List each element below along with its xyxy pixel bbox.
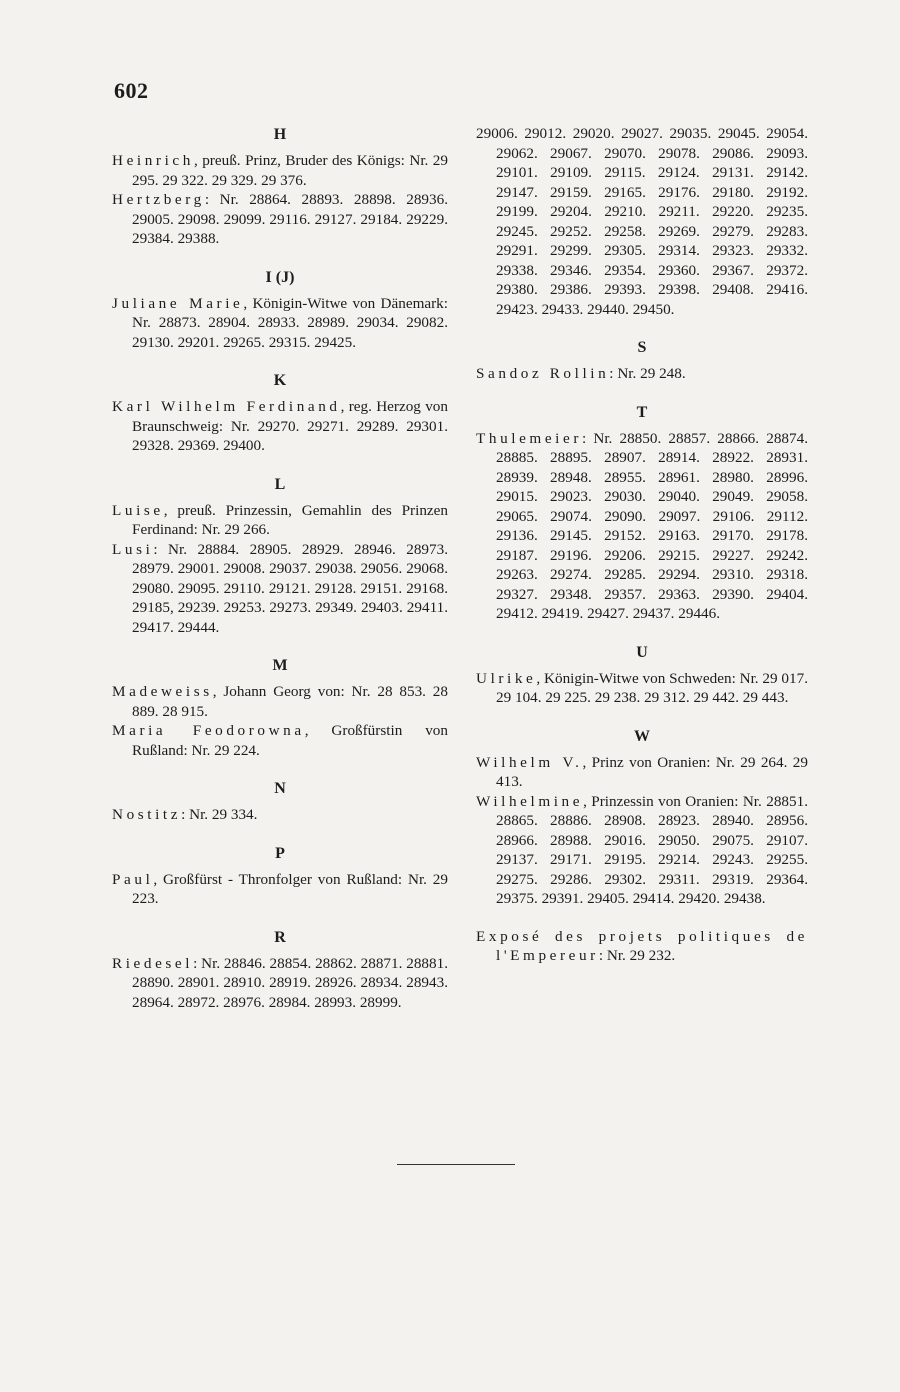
entry-name: Ulrike bbox=[476, 669, 537, 687]
entry-references: , Prinzessin von Oranien: Nr. 28851. 28865. 28886. 28908. 28923. 28940. 28956. 28966. 28988. 29016. 29050. 29075. 29107. 29137. 29171. 29195. 29214. 29243. 29255. 29275. 29286. 29302. 29311. 29319. 29364. 29375. 29391. 29405. 29414. 29420. 29438. bbox=[496, 792, 808, 907]
section-gap bbox=[112, 909, 448, 927]
index-entry bbox=[112, 805, 448, 825]
section-letter-heading: U bbox=[636, 643, 648, 661]
section-gap bbox=[112, 760, 448, 778]
index-entry bbox=[112, 870, 448, 909]
right-index-column bbox=[476, 124, 808, 966]
closing-rule bbox=[397, 1164, 515, 1165]
left-index-column bbox=[112, 124, 448, 1012]
section-letter-heading: P bbox=[275, 844, 285, 862]
index-entry bbox=[112, 294, 448, 353]
section-letter-heading: S bbox=[637, 339, 647, 356]
entry-references: , reg. Herzog von Braunschweig: Nr. 29270. 29271. 29289. 29301. 29328. 29369. 29400. bbox=[132, 398, 448, 454]
entry-references: , preuß. Prinzessin, Gemahlin des Prinzen Ferdinand: Nr. 29 266. bbox=[132, 501, 448, 538]
index-section bbox=[112, 843, 448, 909]
entry-name: Nostitz bbox=[112, 806, 182, 823]
entry-name: Wilhelmine bbox=[476, 792, 584, 810]
entry-name: Paul bbox=[112, 870, 154, 888]
section-letter-heading: R bbox=[274, 928, 286, 946]
index-entry bbox=[476, 927, 808, 966]
entry-references: , Großfürst - Thronfolger von Rußland: Nr. 29 223. bbox=[132, 870, 448, 907]
entry-references: : Nr. 29 232. bbox=[598, 947, 676, 964]
section-letter-heading: W bbox=[634, 727, 650, 745]
section-letter-heading: L bbox=[274, 475, 286, 493]
entry-name: Madeweiss bbox=[112, 683, 213, 700]
entry-references: , Königin-Witwe von Dänemark: Nr. 28873. 28904. 28933. 28989. 29034. 29082. 29130. 29201. 29265. 29315. 29425. bbox=[132, 294, 448, 351]
index-section bbox=[112, 655, 448, 760]
index-section bbox=[112, 124, 448, 249]
entry-name: Heinrich bbox=[112, 152, 194, 169]
page-number: 602 bbox=[114, 78, 149, 103]
index-section bbox=[476, 402, 808, 624]
index-entry bbox=[476, 669, 808, 708]
index-section bbox=[112, 474, 448, 638]
entry-name: Luise bbox=[112, 501, 164, 519]
index-entry bbox=[112, 397, 448, 456]
entry-name: Karl Wilhelm Ferdinand bbox=[112, 398, 341, 415]
entry-references: : Nr. 28864. 28893. 28898. 28936. 29005. 29098. 29099. 29116. 29127. 29184. 29229. 29384. 29388. bbox=[132, 191, 448, 247]
index-section bbox=[476, 124, 808, 319]
index-entry bbox=[112, 190, 448, 249]
entry-name: Hertzberg bbox=[112, 191, 205, 208]
section-letter-heading: T bbox=[636, 403, 648, 421]
entry-references: : Nr. 28884. 28905. 28929. 28946. 28973. 28979. 29001. 29008. 29037. 29038. 29056. 29068. 29080. 29095. 29110. 29121. 29128. 29151. 29168. 29185, 29239. 29253. 29273. 29349. 29403. 29411. 29417. 29444. bbox=[132, 540, 448, 636]
section-gap bbox=[476, 909, 808, 927]
entry-name: Thulemeier bbox=[476, 429, 582, 447]
index-section bbox=[476, 337, 808, 384]
index-section bbox=[476, 927, 808, 966]
entry-references: : Nr. 29 334. bbox=[181, 806, 258, 823]
entry-references: , preuß. Prinz, Bruder des Königs: Nr. 29 295. 29 322. 29 329. 29 376. bbox=[132, 152, 448, 189]
index-entry bbox=[112, 540, 448, 638]
index-entry bbox=[476, 792, 808, 909]
index-section bbox=[112, 927, 448, 1013]
entry-name: Juliane Marie bbox=[112, 294, 244, 312]
section-gap bbox=[476, 708, 808, 726]
section-letter-heading: K bbox=[273, 372, 287, 389]
entry-references: , Johann Georg von: Nr. 28 853. 28 889. 28 915. bbox=[132, 683, 448, 720]
section-gap bbox=[476, 384, 808, 402]
section-gap bbox=[476, 319, 808, 337]
index-entry bbox=[476, 364, 808, 384]
entry-name: Lusi bbox=[112, 540, 154, 558]
section-letter-heading: I (J) bbox=[265, 268, 295, 286]
entry-references: : Nr. 28846. 28854. 28862. 28871. 28881. 28890. 28901. 28910. 28919. 28926. 28934. 28943. 28964. 28972. 28976. 28984. 28993. 28999. bbox=[132, 954, 448, 1011]
entry-references: , Prinz von Oranien: Nr. 29 264. 29 413. bbox=[496, 753, 808, 790]
entry-references: : Nr. 29 248. bbox=[609, 365, 686, 382]
section-gap bbox=[112, 352, 448, 370]
entry-references: , Großfürstin von Rußland: Nr. 29 224. bbox=[132, 722, 448, 759]
entry-name: Sandoz Rollin bbox=[476, 365, 610, 382]
index-entry bbox=[112, 151, 448, 190]
section-gap bbox=[112, 825, 448, 843]
index-section bbox=[112, 778, 448, 825]
index-entry bbox=[112, 721, 448, 760]
entry-name: Exposé des projets politiques de l'Empereur bbox=[476, 927, 808, 964]
entry-name: Wilhelm V. bbox=[476, 753, 583, 771]
index-entry bbox=[112, 954, 448, 1013]
entry-references: : Nr. 28850. 28857. 28866. 28874. 28885. 28895. 28907. 28914. 28922. 28931. 28939. 28948. 28955. 28961. 28980. 28996. 29015. 29023. 29030. 29040. 29049. 29058. 29065. 29074. 29090. 29097. 29106. 29112. 29136. 29145. 29152. 29163. 29170. 29178. 29187. 29196. 29206. 29215. 29227. 29242. 29263. 29274. 29285. 29294. 29310. 29318. 29327. 29348. 29357. 29363. 29390. 29404. 29412. 29419. 29427. 29437. 29446. bbox=[496, 429, 808, 622]
section-gap bbox=[112, 637, 448, 655]
entry-references: 29006. 29012. 29020. 29027. 29035. 29045. 29054. 29062. 29067. 29070. 29078. 29086. 29093. 29101. 29109. 29115. 29124. 29131. 29142. 29147. 29159. 29165. 29176. 29180. 29192. 29199. 29204. 29210. 29211. 29220. 29235. 29245. 29252. 29258. 29269. 29279. 29283. 29291. 29299. 29305. 29314. 29323. 29332. 29338. 29346. 29354. 29360. 29367. 29372. 29380. 29386. 29393. 29398. 29408. 29416. 29423. 29433. 29440. 29450. bbox=[476, 125, 808, 318]
section-letter-heading: H bbox=[273, 126, 287, 143]
section-letter-heading: N bbox=[274, 780, 286, 797]
entry-name: Maria Feodorowna bbox=[112, 722, 305, 739]
index-section bbox=[476, 642, 808, 708]
index-section bbox=[476, 726, 808, 909]
section-letter-heading: M bbox=[272, 657, 288, 674]
index-entry bbox=[476, 429, 808, 624]
index-section bbox=[112, 370, 448, 456]
index-entry bbox=[112, 682, 448, 721]
index-entry bbox=[476, 753, 808, 792]
entry-references: , Königin-Witwe von Schweden: Nr. 29 017. 29 104. 29 225. 29 238. 29 312. 29 442. 29 443. bbox=[496, 669, 808, 706]
section-gap bbox=[112, 249, 448, 267]
section-gap bbox=[476, 624, 808, 642]
index-entry bbox=[112, 501, 448, 540]
section-gap bbox=[112, 456, 448, 474]
index-section bbox=[112, 267, 448, 353]
entry-name: Riedesel bbox=[112, 954, 194, 972]
index-entry bbox=[476, 124, 808, 319]
